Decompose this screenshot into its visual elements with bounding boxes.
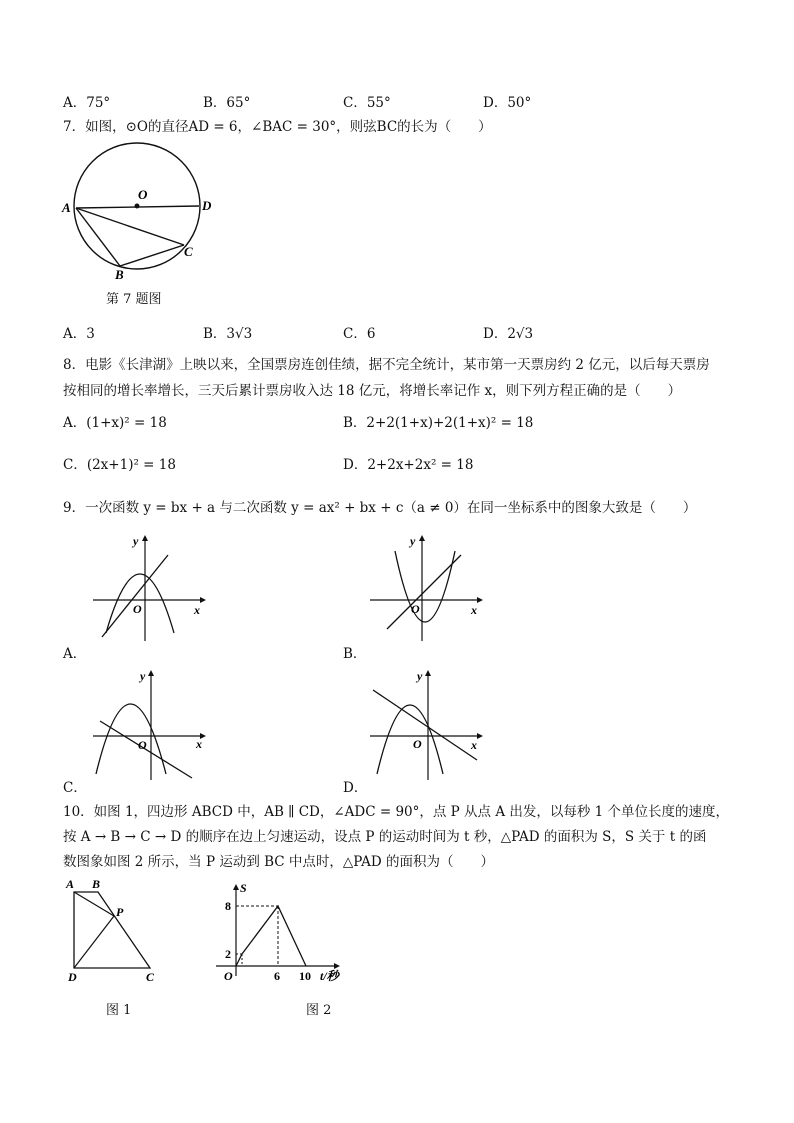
q10-stem-line2: 按 A → B → C → D 的顺序在边上匀速运动，设点 P 的运动时间为 t 秒，△PAD 的面积为 S，S 关于 t 的函 [63,829,707,845]
q7-label-c: C [184,244,193,259]
q9-graph-b [365,533,490,643]
q10-fig2-caption: 图 2 [306,1003,332,1018]
q7-label-d: D [202,198,212,213]
q10-stem-line3: 数图象如图 2 所示，当 P 运动到 BC 中点时，△PAD 的面积为（ ） [63,854,495,870]
q8-stem-line1: 8．电影《长津湖》上映以来，全国票房连创佳绩，据不完全统计，某市第一天票房约 2 亿元，以后每天票房 [63,357,710,373]
q7-stem: 7．如图，⊙O的直径AD = 6，∠BAC = 30°，则弦BC的长为（ ） [63,119,492,135]
q7-option-d: D．2√3 [483,326,534,342]
q9-label-a: A． [63,646,87,662]
q10f2-tick-8: 8 [225,899,231,913]
q8-option-a: A．(1+x)² = 18 [63,415,167,431]
q9c-y-label: y [140,669,146,683]
q10-figure-1 [62,876,167,986]
q10-stem-line1: 10．如图 1，四边形 ABCD 中，AB ∥ CD，∠ADC = 90°，点 P 从点 A 出发，以每秒 1 个单位长度的速度， [63,804,730,820]
q9c-x-label: x [196,737,202,751]
q9a-y-label: y [133,534,139,548]
q10f1-label-b: B [92,877,101,891]
q10f2-tick-2: 2 [225,947,231,961]
q9d-y-label: y [417,669,423,683]
q9-label-c: C． [63,780,87,796]
q9-graph-d [365,668,490,783]
q9d-x-label: x [471,738,477,752]
q10f1-label-a: A [66,877,75,891]
q8-stem-line2: 按相同的增长率增长，三天后累计票房收入达 18 亿元，将增长率记作 x，则下列方程正确的是（ ） [63,383,682,399]
q7-option-c: C．6 [343,326,376,342]
q10f2-origin: O [224,969,233,983]
q9-label-b: B． [343,646,367,662]
q8-option-b: B．2+2(1+x)+2(1+x)² = 18 [343,415,534,431]
q6-option-c: C．55° [343,95,391,111]
q8-option-c: C．(2x+1)² = 18 [63,457,176,473]
q7-label-a: A [62,200,71,215]
q7-option-a: A．3 [63,326,95,342]
q10f1-label-p: P [116,905,124,919]
q6-option-b: B．65° [203,95,251,111]
q10f2-x-label: t/秒 [320,969,339,983]
q9b-y-label: y [410,534,416,548]
q10f1-label-d: D [68,970,77,984]
q9-stem: 9．一次函数 y = bx + a 与二次函数 y = ax² + bx + c（a ≠ 0）在同一坐标系中的图象大致是（ ） [63,500,697,516]
q9a-origin: O [133,602,142,616]
q9b-origin: O [411,602,420,616]
q10f2-tick-6: 6 [274,969,280,983]
q9d-origin: O [413,737,422,751]
q7-option-b: B．3√3 [203,326,253,342]
q9-label-d: D． [343,780,368,796]
q9-graph-c [88,668,213,783]
q9b-x-label: x [471,603,477,617]
q6-option-d: D．50° [483,95,532,111]
q9a-x-label: x [194,603,200,617]
q7-label-b: B [115,267,124,282]
q7-label-o: O [138,187,148,202]
q10-fig1-caption: 图 1 [106,1003,132,1018]
q9-graph-a [88,533,213,643]
q10f1-label-c: C [146,970,155,984]
q9c-origin: O [138,738,147,752]
q10f2-tick-10: 10 [299,969,311,983]
q7-caption: 第 7 题图 [106,292,162,307]
q7-circle-figure [60,140,230,285]
q10-figure-2 [212,880,352,990]
q6-option-a: A．75° [63,95,111,111]
q10f2-y-label: S [240,881,247,895]
q8-option-d: D．2+2x+2x² = 18 [343,457,474,473]
